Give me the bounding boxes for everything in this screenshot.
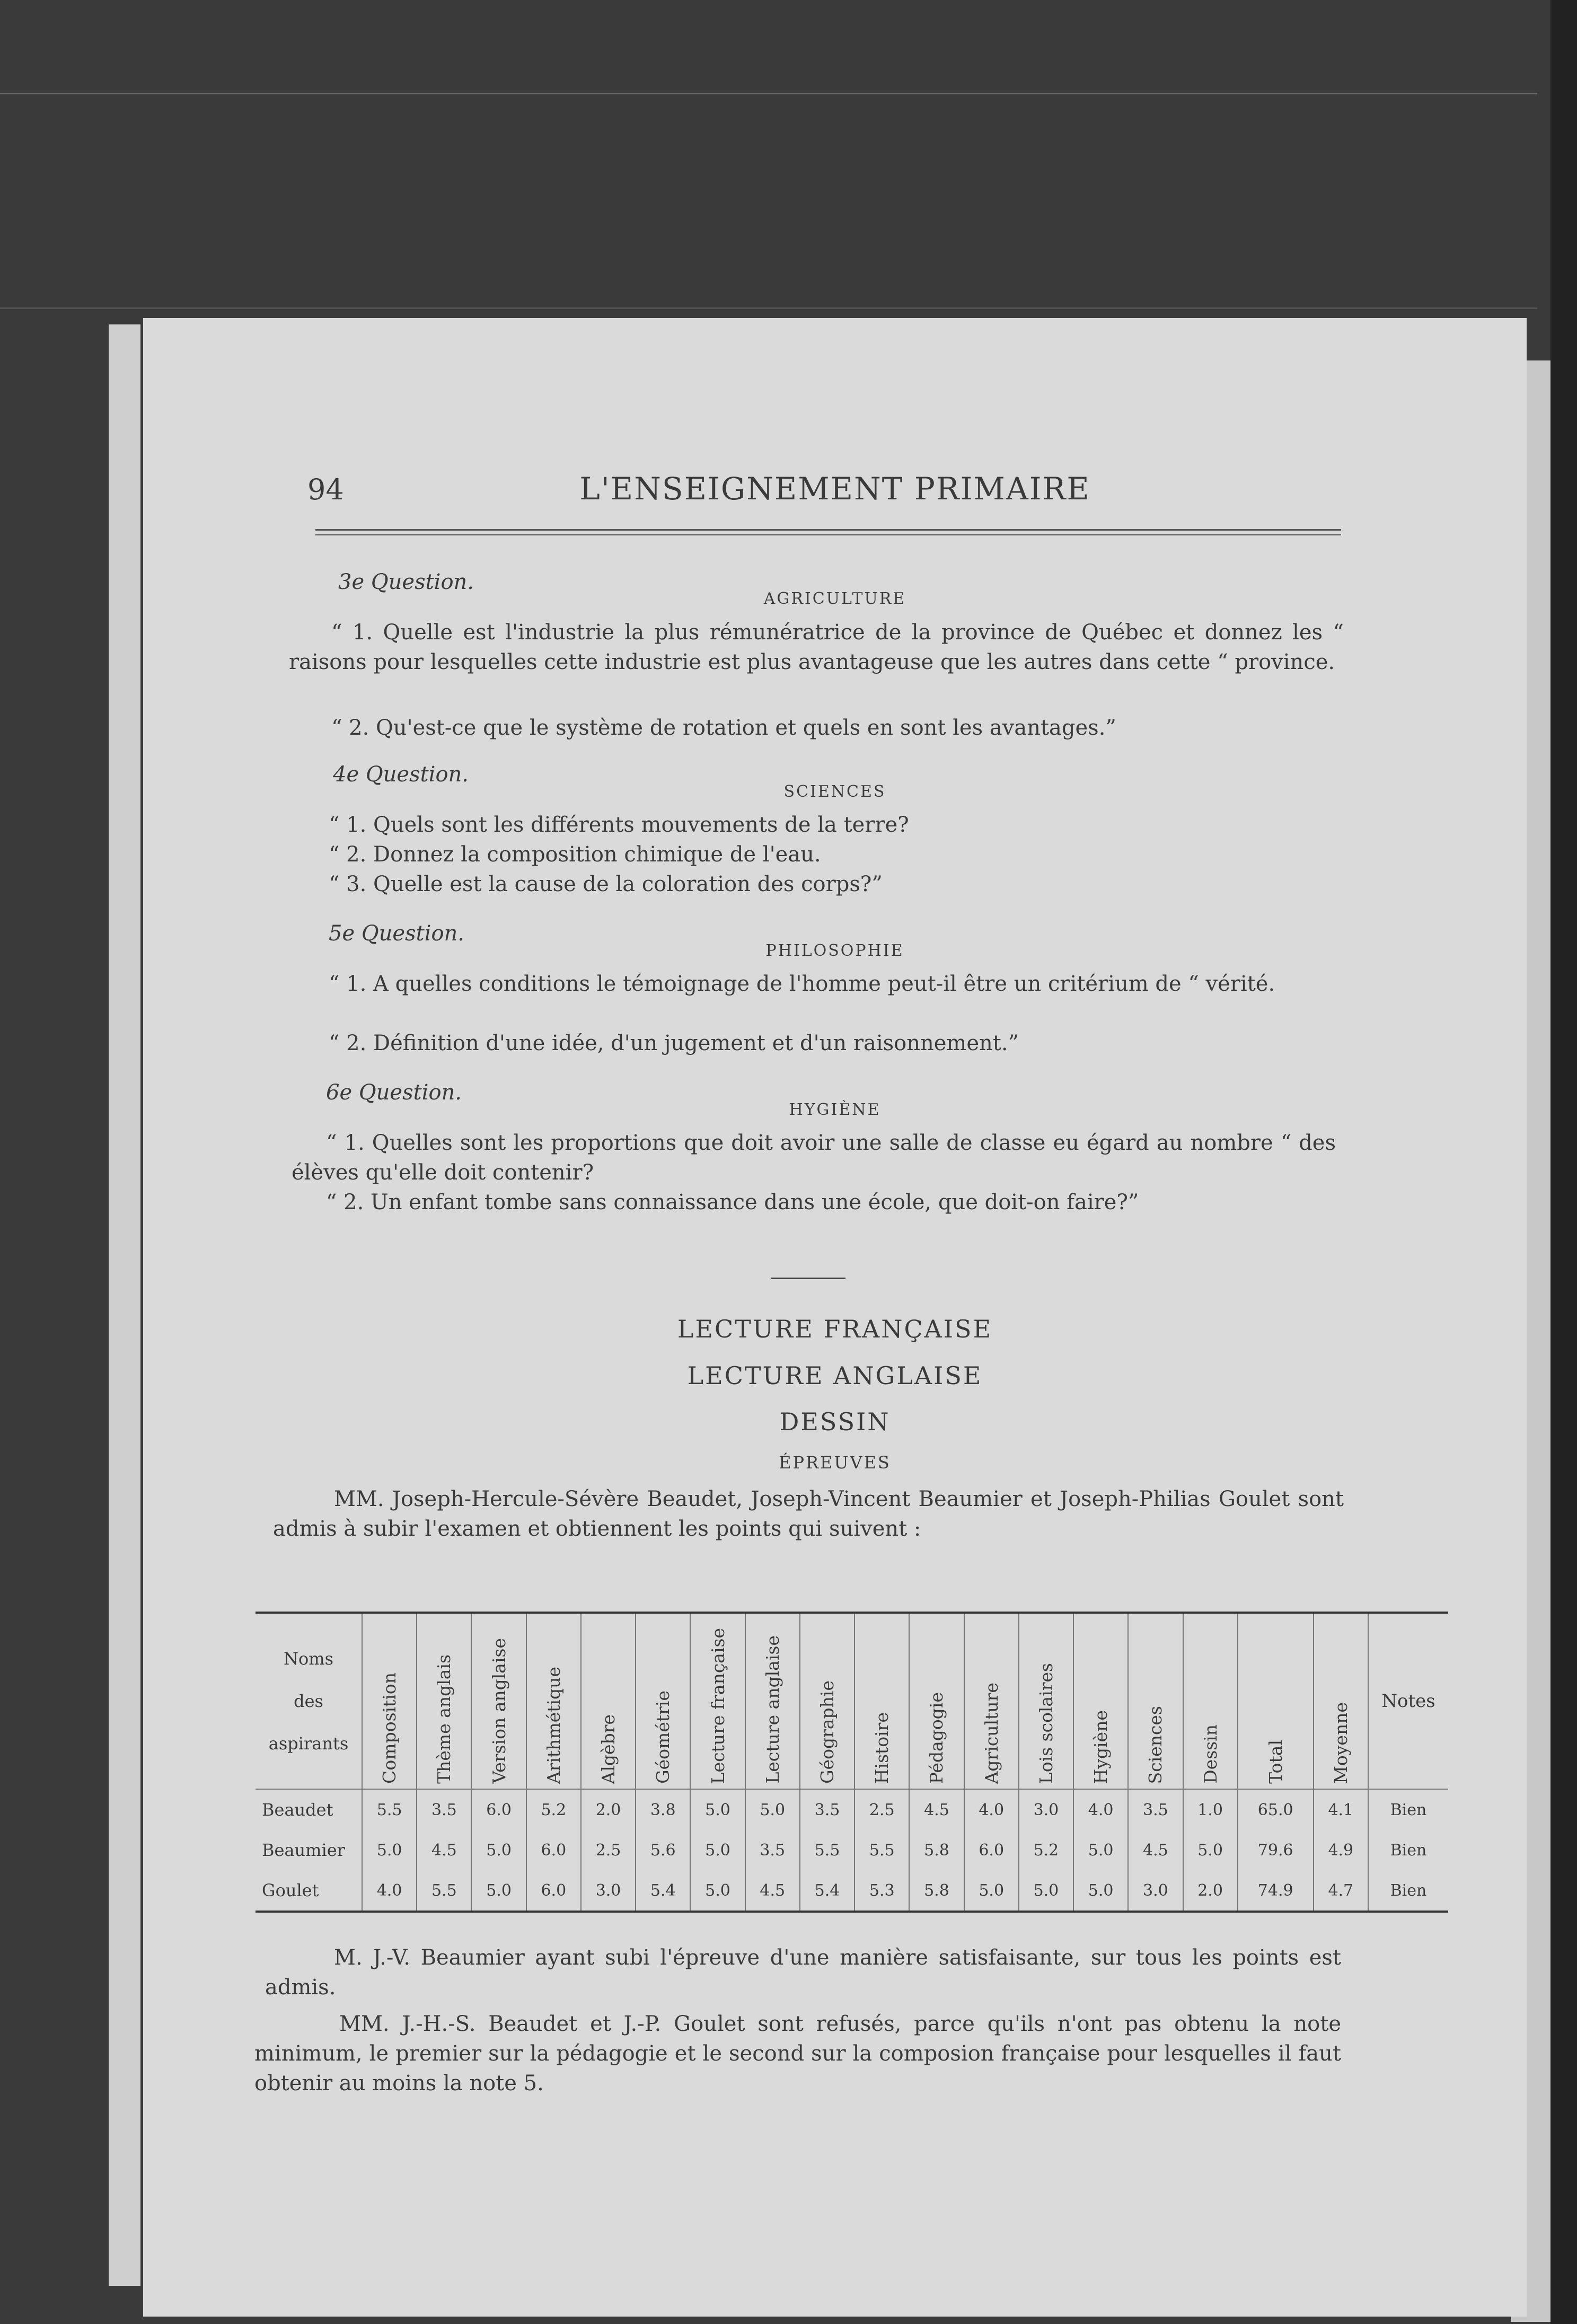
score-cell: 5.0 [1019,1870,1073,1912]
column-header-label: Lecture française [707,1627,728,1784]
column-header-label: Version anglaise [488,1638,509,1784]
score-cell: 5.8 [909,1870,964,1912]
note-cell: Bien [1368,1870,1448,1912]
question-item: “ 1. Quelle est l'industrie la plus rémunératrice de la province de Québec et donnez les “ raisons pour lesquelles cette industrie est plus avantageuse que les autres dans cette “ province. [289,620,1344,674]
score-cell: 3.0 [1019,1789,1073,1830]
score-cell: 5.5 [800,1830,854,1870]
score-cell: 5.0 [1183,1830,1238,1870]
score-cell: 4.9 [1314,1830,1368,1870]
score-cell: 5.0 [1073,1830,1128,1870]
column-header [690,1613,745,1789]
note-cell: Bien [1368,1830,1448,1870]
column-header [964,1613,1019,1789]
section-heading: LECTURE ANGLAISE [687,1361,983,1390]
column-header [800,1613,854,1789]
score-cell: 2.0 [1183,1870,1238,1912]
score-cell: 5.2 [526,1789,581,1830]
question-item: “ 1. Quels sont les différents mouvements de la terre? [329,813,909,837]
question-item: “ 2. Un enfant tombe sans connaissance dans une école, que doit-on faire?” [326,1190,1139,1214]
conclusion-paragraph: M. J.-V. Beaumier ayant subi l'épreuve d'une manière satisfaisante, sur tous les points est admis. [265,1946,1341,2000]
score-cell: 79.6 [1238,1830,1314,1870]
score-cell: 4.5 [417,1830,471,1870]
candidate-name: Beaudet [262,1800,333,1820]
section-heading: DESSIN [779,1407,891,1436]
score-cell: 5.0 [690,1870,745,1912]
question-item: “ 1. A quelles conditions le témoignage de l'homme peut-il être un critérium de “ vérité. [329,972,1275,996]
scan-line [0,93,1537,94]
column-header-label: Hygiène [1090,1710,1112,1784]
score-cell: 5.0 [745,1789,800,1830]
score-cell: 3.8 [636,1789,690,1830]
question-label: 5e Question. [329,921,465,946]
column-header-label: Histoire [871,1712,893,1784]
table-row [256,1870,1448,1912]
notes-header: Notes [1368,1613,1448,1789]
column-header-label: Sciences [1145,1705,1166,1784]
subject-heading: HYGIÈNE [789,1101,881,1119]
column-header-label: Géométrie [653,1691,674,1784]
score-cell: 3.5 [745,1830,800,1870]
column-header-label: Total [1265,1740,1286,1784]
score-cell: 5.0 [690,1830,745,1870]
score-cell: 5.0 [471,1870,526,1912]
subject-heading: PHILOSOPHIE [765,941,904,960]
score-cell: 4.0 [964,1789,1019,1830]
page-number: 94 [307,473,344,506]
section-subheading: ÉPREUVES [779,1452,891,1473]
column-header-label: Moyenne [1330,1702,1351,1784]
score-cell: 3.5 [800,1789,854,1830]
conclusion-paragraph: MM. J.-H.-S. Beaudet et J.-P. Goulet sont refusés, parce qu'ils n'ont pas obtenu la note minimum, le premier sur la pédagogie et le second sur la composion française pour lesquelles il faut obtenir au moins la note 5. [254,2012,1341,2096]
column-header-label: Arithmétique [543,1666,564,1784]
column-header-label: Algèbre [598,1714,619,1784]
column-header-label: Lecture anglaise [762,1635,783,1784]
running-title: L'ENSEIGNEMENT PRIMAIRE [579,471,1090,507]
intro-paragraph: MM. Joseph-Hercule-Sévère Beaudet, Joseph-Vincent Beaumier et Joseph-Philias Goulet sont admis à subir l'examen et obtiennent les points qui suivent : [273,1487,1344,1541]
score-cell: 2.5 [581,1830,636,1870]
question-item: “ 2. Donnez la composition chimique de l'eau. [329,842,821,867]
score-cell: 5.0 [362,1830,417,1870]
column-header [1183,1613,1238,1789]
score-cell: 4.0 [1073,1789,1128,1830]
column-header [854,1613,909,1789]
question-item: “ 2. Définition d'une idée, d'un jugement et d'un raisonnement.” [329,1031,1019,1055]
column-header-label: Géographie [816,1680,838,1784]
names-header-line: aspirants [268,1733,349,1754]
score-cell: 5.0 [690,1789,745,1830]
score-cell: 5.5 [854,1830,909,1870]
names-header-line: des [294,1691,323,1711]
column-header [526,1613,581,1789]
score-cell: 5.0 [1073,1870,1128,1912]
section-divider [771,1278,845,1279]
column-header [362,1613,417,1789]
column-header-label: Pédagogie [926,1692,947,1784]
score-cell: 6.0 [526,1830,581,1870]
score-cell: 5.0 [471,1830,526,1870]
subject-heading: SCIENCES [783,782,886,801]
score-cell: 5.3 [854,1870,909,1912]
table-row [256,1830,1448,1870]
table-header-row [256,1613,1448,1789]
question-label: 6e Question. [326,1080,462,1105]
question-item: “ 3. Quelle est la cause de la coloration des corps?” [329,872,883,896]
score-cell: 3.5 [1128,1789,1183,1830]
score-cell: 5.5 [362,1789,417,1830]
score-cell: 65.0 [1238,1789,1314,1830]
score-cell: 6.0 [526,1870,581,1912]
column-header [1019,1613,1073,1789]
score-cell: 6.0 [471,1789,526,1830]
column-header [1238,1613,1314,1789]
score-cell: 5.4 [800,1870,854,1912]
score-cell: 5.8 [909,1830,964,1870]
score-cell: 5.2 [1019,1830,1073,1870]
score-cell: 5.4 [636,1870,690,1912]
column-header-label: Agriculture [981,1682,1002,1784]
question-label: 3e Question. [338,570,474,594]
header-rule [315,534,1341,535]
column-header [745,1613,800,1789]
score-cell: 6.0 [964,1830,1019,1870]
column-header [1314,1613,1368,1789]
candidate-name: Beaumier [262,1840,345,1860]
score-cell: 3.0 [1128,1870,1183,1912]
column-header [909,1613,964,1789]
score-cell: 74.9 [1238,1870,1314,1912]
page-edge [109,324,140,2286]
question-label: 4e Question. [333,762,469,787]
score-cell: 4.1 [1314,1789,1368,1830]
score-cell: 4.0 [362,1870,417,1912]
score-cell: 3.5 [417,1789,471,1830]
score-cell: 5.5 [417,1870,471,1912]
score-cell: 2.0 [581,1789,636,1830]
column-header-label: Thème anglais [434,1654,455,1784]
column-header [1128,1613,1183,1789]
score-cell: 1.0 [1183,1789,1238,1830]
score-cell: 4.5 [909,1789,964,1830]
question-item: “ 1. Quelles sont les proportions que doit avoir une salle de classe eu égard au nombre “ des élèves qu'elle doit contenir? [292,1131,1336,1185]
score-cell: 4.7 [1314,1870,1368,1912]
scan-line [0,307,1537,309]
score-cell: 3.0 [581,1870,636,1912]
column-header-label: Lois scolaires [1035,1662,1056,1784]
question-item: “ 2. Qu'est-ce que le système de rotation et quels en sont les avantages.” [331,716,1116,740]
names-header [256,1613,362,1789]
scanner-border [1550,0,1577,2324]
score-cell: 2.5 [854,1789,909,1830]
column-header [636,1613,690,1789]
column-header-label: Dessin [1200,1724,1221,1784]
section-heading: LECTURE FRANÇAISE [677,1315,993,1343]
names-header-line: Noms [283,1649,334,1669]
column-header [471,1613,526,1789]
column-header [1073,1613,1128,1789]
subject-heading: AGRICULTURE [763,589,906,608]
table-row [256,1789,1448,1830]
candidate-name: Goulet [256,1870,362,1912]
note-cell: Bien [1368,1789,1448,1830]
results-table [256,1612,1448,1913]
header-rule [315,529,1341,531]
score-cell: 5.0 [964,1870,1019,1912]
score-cell: 5.6 [636,1830,690,1870]
column-header-label: Composition [379,1672,400,1784]
book-page [143,318,1527,2317]
column-header [417,1613,471,1789]
score-cell: 4.5 [745,1870,800,1912]
score-cell: 4.5 [1128,1830,1183,1870]
column-header [581,1613,636,1789]
